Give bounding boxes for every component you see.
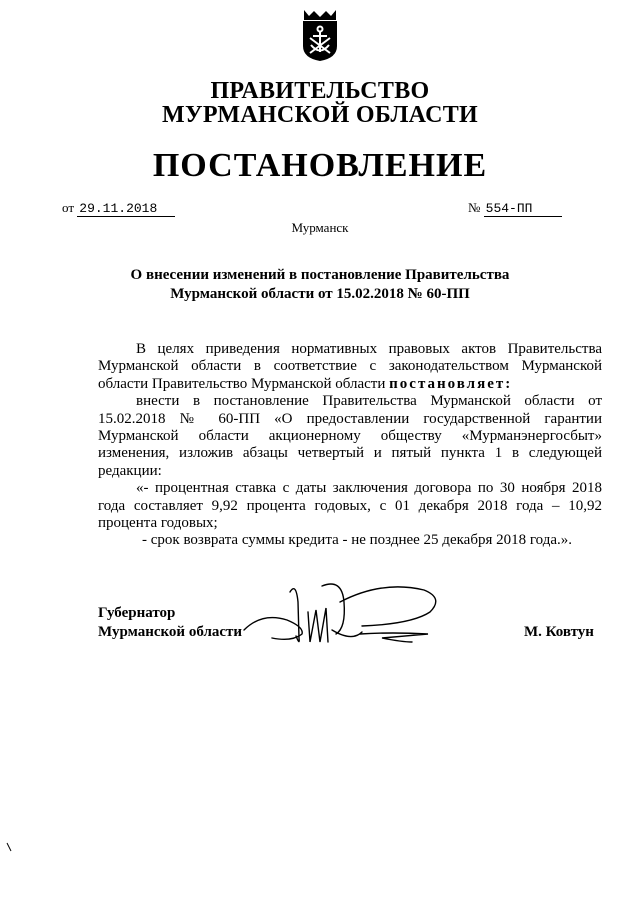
subject-line2: Мурманской области от 15.02.2018 № 60-ПП	[170, 286, 470, 302]
city-name: Мурманск	[291, 220, 349, 235]
amendment-item-rate: «- процентная ставка с даты заключения договора по 30 ноября 2018 года составляет 9,92 процента годовых, с 01 декабря 2018 года – 10,92 процента годовых;	[98, 480, 602, 532]
signatory-title-line1: Губернатор	[98, 605, 176, 621]
document-date	[62, 200, 175, 217]
subject-line1: О внесении изменений в постановление Правительства	[130, 267, 510, 283]
document-body	[98, 341, 602, 550]
signatory-name: М. Ковтун	[524, 624, 594, 640]
document-subject	[0, 266, 640, 304]
amendment-paragraph: внести в постановление Правительства Мурманской области от 15.02.2018 № 60-ПП «О предоставлении государственной гарантии Мурманской области акционерному обществу «Мурманэнергосбыт» изменения, изложив абзацы четвертый и пятый пункта 1 в следующей редакции:	[98, 393, 602, 479]
signatory-title	[98, 604, 242, 642]
signatory-title-line2: Мурманской области	[98, 624, 243, 640]
preamble-paragraph	[98, 341, 602, 393]
scan-artifact	[6, 842, 12, 852]
document-type-title: ПОСТАНОВЛЕНИЕ	[152, 147, 488, 184]
date-value: 29.11.2018	[77, 202, 175, 217]
number-value: 554-ПП	[484, 202, 563, 217]
organization-name-line2: МУРМАНСКОЙ ОБЛАСТИ	[162, 102, 478, 128]
resolves-keyword: постановляет:	[389, 375, 513, 392]
preamble-text: В целях приведения нормативных правовых актов Правительства Мурманской области в соответствие с законодательством Мурманской области Правительство Мурманской области	[98, 341, 602, 392]
organization-name-line1: ПРАВИТЕЛЬСТВО	[210, 78, 430, 104]
document-number	[468, 200, 562, 217]
date-label: от	[62, 200, 75, 215]
number-label: №	[468, 200, 481, 215]
amendment-item-term: - срок возврата суммы кредита - не позднее 25 декабря 2018 года.».	[142, 532, 572, 549]
handwritten-signature	[232, 572, 442, 672]
coat-of-arms-icon	[300, 8, 340, 62]
